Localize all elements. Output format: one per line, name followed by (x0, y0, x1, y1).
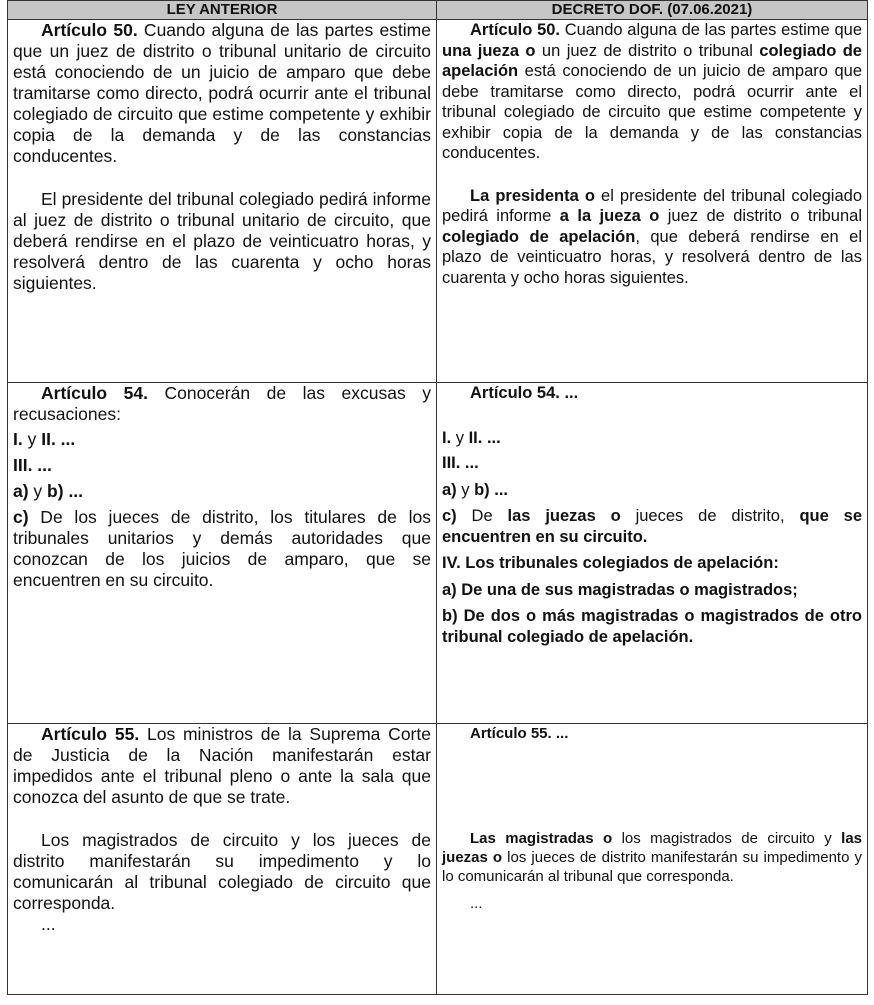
bold-text-span: las juezas o (507, 507, 621, 525)
bold-text-span: La presidenta o (470, 186, 595, 205)
text-span: está conociendo de un juicio de amparo que debe tramitarse como directo, podrá ocurrir ante el tribunal colegiado de circuito que estime competente y exhibir copia de la demanda y de las constancias conducentes. (442, 62, 862, 162)
text-span: juez de distrito o tribunal (659, 207, 862, 225)
article-text: Cuando alguna de las partes estime que un juez de distrito o tribunal unitario de circuito está conociendo de un juicio de amparo que debe tramitarse como directo, podrá ocurrir ante el tribunal colegiado de circuito que estime competente y exhibir copia de la demanda y de las constancias conducentes. (13, 20, 431, 166)
text-span: , que deberá rendirse en el plazo de veinticuatro horas, y resolverá dentro de las cuarenta y ocho horas siguientes. (442, 227, 862, 287)
art54-left-incisos-a-b: a) y b) ... (13, 481, 84, 501)
bold-text-span: las juezas o (442, 830, 863, 866)
header-ley-anterior: LEY ANTERIOR (8, 1, 437, 20)
art50-left-paragraph-1 (13, 20, 431, 167)
art54-right-fr-iii: III. ... (442, 454, 479, 472)
art55-left-paragraph-1 (13, 724, 431, 808)
art54-right-heading: Artículo 54. ... (470, 384, 579, 402)
cell-right-art54 (437, 383, 868, 724)
art55-right-ellipsis: ... (470, 895, 483, 912)
art55-left-paragraph-2: Los magistrados de circuito y los jueces de distrito manifestarán su impedimento y lo comunicarán al tribunal colegiado de circuito que corresponda. (13, 830, 431, 913)
comparison-table (7, 0, 868, 995)
art55-left-ellipsis: ... (41, 914, 56, 934)
bold-text-span: Las magistradas o (470, 830, 613, 847)
text-span: el presidente del tribunal colegiado pedirá informe (442, 186, 862, 225)
art54-left-fr-iii: III. ... (13, 455, 52, 475)
art50-right-paragraph-2 (442, 186, 862, 289)
article-heading: Artículo 55. (41, 724, 140, 744)
table-row (8, 383, 868, 724)
article-text: Los ministros de la Suprema Corte de Justicia de la Nación manifestarán estar impedidos ante el tribunal pleno o ante la sala que conozca del asunto de que se trate. (13, 724, 431, 807)
article-heading: Artículo 54. (41, 383, 148, 403)
bold-text-span: una jueza o (442, 41, 536, 60)
bold-text-span: Artículo 50. (470, 21, 561, 39)
text-span: Cuando alguna de las partes estime que (560, 21, 862, 39)
cell-left-art50 (8, 20, 437, 383)
text-span: un juez de distrito o tribunal (535, 41, 760, 60)
bold-text-span: colegiado de apelación (442, 41, 862, 80)
art54-right-fr-iv-a: a) De una de sus magistradas o magistrados; (442, 580, 798, 599)
table-row (8, 724, 868, 995)
text-span: jueces de distrito, (620, 507, 800, 525)
art54-right-incisos-a-b: a) y b) ... (442, 480, 509, 499)
article-heading: Artículo 50. (41, 20, 138, 40)
art54-right-inciso-c (442, 506, 862, 547)
header-decreto: DECRETO DOF. (07.06.2021) (437, 1, 868, 20)
art50-left-paragraph-2: El presidente del tribunal colegiado pedirá informe al juez de distrito o tribunal unitario de circuito, que deberá rendirse en el plazo de veinticuatro horas, y resolverá dentro de las cuarenta y ocho horas siguientes. (13, 189, 431, 293)
art54-left-heading (13, 383, 431, 425)
bold-text-span: colegiado de apelación (442, 227, 636, 246)
bold-text-span: a la jueza o (559, 207, 660, 225)
art55-right-paragraph-2 (442, 829, 862, 886)
art54-left-fr-i-ii: I. y II. ... (13, 429, 76, 449)
art50-right-paragraph-1 (442, 20, 862, 164)
art54-right-fr-iv-b: b) De dos o más magistradas o magistrados de otro tribunal colegiado de apelación. (442, 607, 862, 646)
header-row (8, 1, 868, 20)
art54-right-fr-iv: IV. Los tribunales colegiados de apelación: (442, 554, 779, 572)
art55-right-heading: Artículo 55. ... (470, 725, 569, 742)
cell-right-art50 (437, 20, 868, 383)
cell-left-art55 (8, 724, 437, 995)
text-span: los jueces de distrito manifestarán su impedimento y lo comunicarán al tribunal que corresponda. (442, 849, 862, 885)
text-span: los magistrados de circuito y (612, 830, 842, 847)
cell-left-art54 (8, 383, 437, 724)
cell-right-art55 (437, 724, 868, 995)
bold-text-span: c) (442, 507, 457, 525)
table-row (8, 20, 868, 383)
article-text: Conocerán de las excusas y recusaciones: (13, 383, 431, 424)
bold-text-span: que se encuentren en su circuito. (442, 507, 862, 546)
art54-right-fr-i-ii: I. y II. ... (442, 428, 501, 447)
art54-left-inciso-c: c) De los jueces de distrito, los titulares de los tribunales unitarios y demás autoridades que conozcan de los juicios de amparo, que se encuentren en su circuito. (13, 507, 431, 590)
text-span: De (456, 507, 508, 525)
